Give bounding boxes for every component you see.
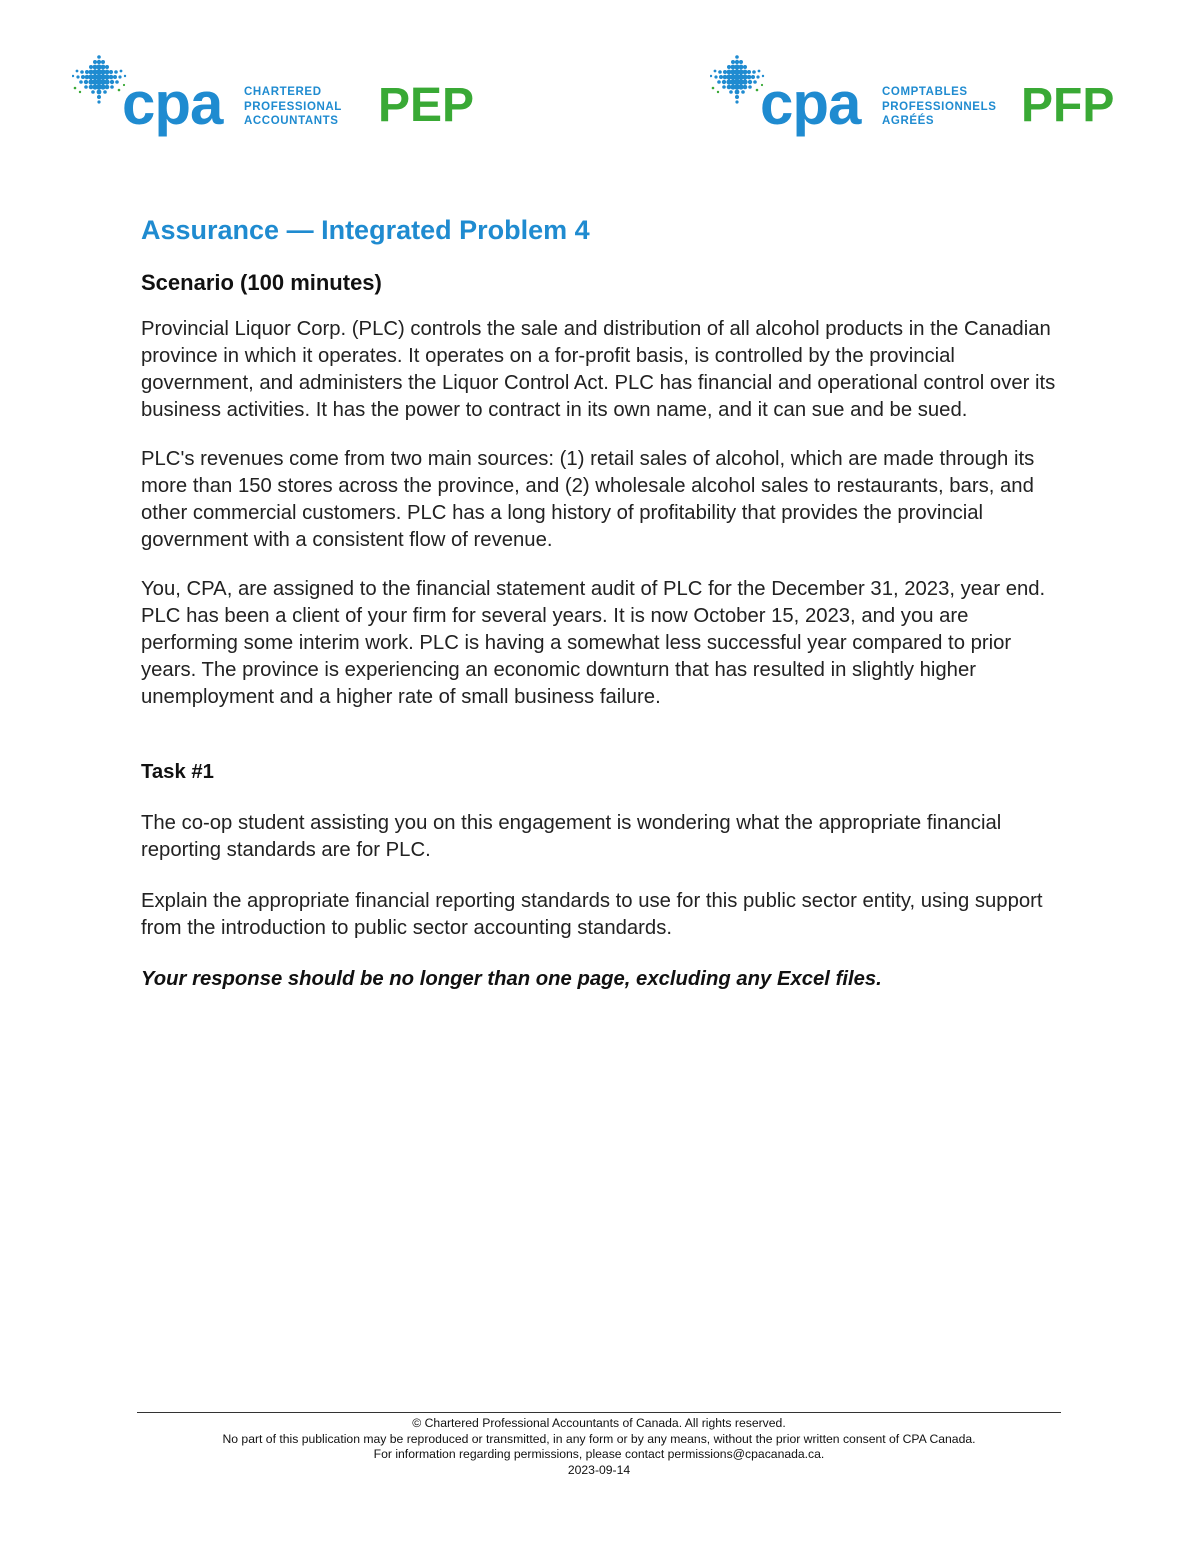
scenario-paragraph-3: You, CPA, are assigned to the financial statement audit of PLC for the December 31, 2023, year end. PLC has been a client of your firm for several years. It is now October 15, 2023, and you are performing some interim work. PLC is having a somewhat less successful year compared to prior years. The province is experiencing an economic downturn that has resulted in slightly higher unemployment and a higher rate of small business failure. <box>141 578 1046 708</box>
logo-tagline <box>244 85 342 129</box>
cpa-brand-text: cpa <box>760 70 861 137</box>
scenario-paragraph-1: Provincial Liquor Corp. (PLC) controls the sale and distribution of all alcohol products in the Canadian province in which it operates. It operates on a for-profit basis, is controlled by the provincial government, and administers the Liquor Control Act. PLC has financial and operational control over its business activities. It has the power to contract in its own name, and it can sue and be sued. <box>141 318 1056 421</box>
tagline-line-3: AGRÉÉS <box>882 115 935 127</box>
footer <box>137 1416 1061 1478</box>
tagline-line-1: COMPTABLES <box>882 86 968 98</box>
task-paragraph-1: The co-op student assisting you on this engagement is wondering what the appropriate financial reporting standards are for PLC. <box>141 812 1002 861</box>
document-title: Assurance — Integrated Problem 4 <box>141 215 590 245</box>
task-heading: Task #1 <box>141 761 214 783</box>
program-pfp: PFP <box>1021 79 1115 132</box>
footer-divider <box>137 1412 1061 1413</box>
tagline-line-3: ACCOUNTANTS <box>244 115 339 127</box>
tagline-line-2: PROFESSIONNELS <box>882 100 997 113</box>
footer-date: 2023-09-14 <box>567 1462 631 1477</box>
response-length-note: Your response should be no longer than one page, excluding any Excel files. <box>141 968 882 990</box>
cpa-brand-text: cpa <box>122 70 223 137</box>
footer-notice: No part of this publication may be reproduced or transmitted, in any form or by any means, without the prior written consent of CPA Canada. <box>222 1431 976 1446</box>
footer-permissions: For information regarding permissions, please contact permissions@cpacanada.ca. <box>373 1447 825 1461</box>
footer-copyright: © Chartered Professional Accountants of Canada. All rights reserved. <box>412 1416 786 1430</box>
scenario-paragraph-2: PLC's revenues come from two main sources: (1) retail sales of alcohol, which are made through its more than 150 stores across the province, and (2) wholesale alcohol sales to restaurants, bars, and other commercial customers. PLC has a long history of profitability that provides the provincial government with a consistent flow of revenue. <box>141 448 1035 551</box>
logo-tagline <box>882 85 996 129</box>
tagline-line-2: PROFESSIONAL <box>244 100 342 113</box>
program-pep: PEP <box>378 79 475 132</box>
tagline-line-1: CHARTERED <box>244 86 322 98</box>
scenario-heading: Scenario (100 minutes) <box>141 270 382 295</box>
document-body <box>141 212 1061 993</box>
task-paragraph-2: Explain the appropriate financial reporting standards to use for this public sector entity, using support from the introduction to public sector accounting standards. <box>141 890 1043 939</box>
